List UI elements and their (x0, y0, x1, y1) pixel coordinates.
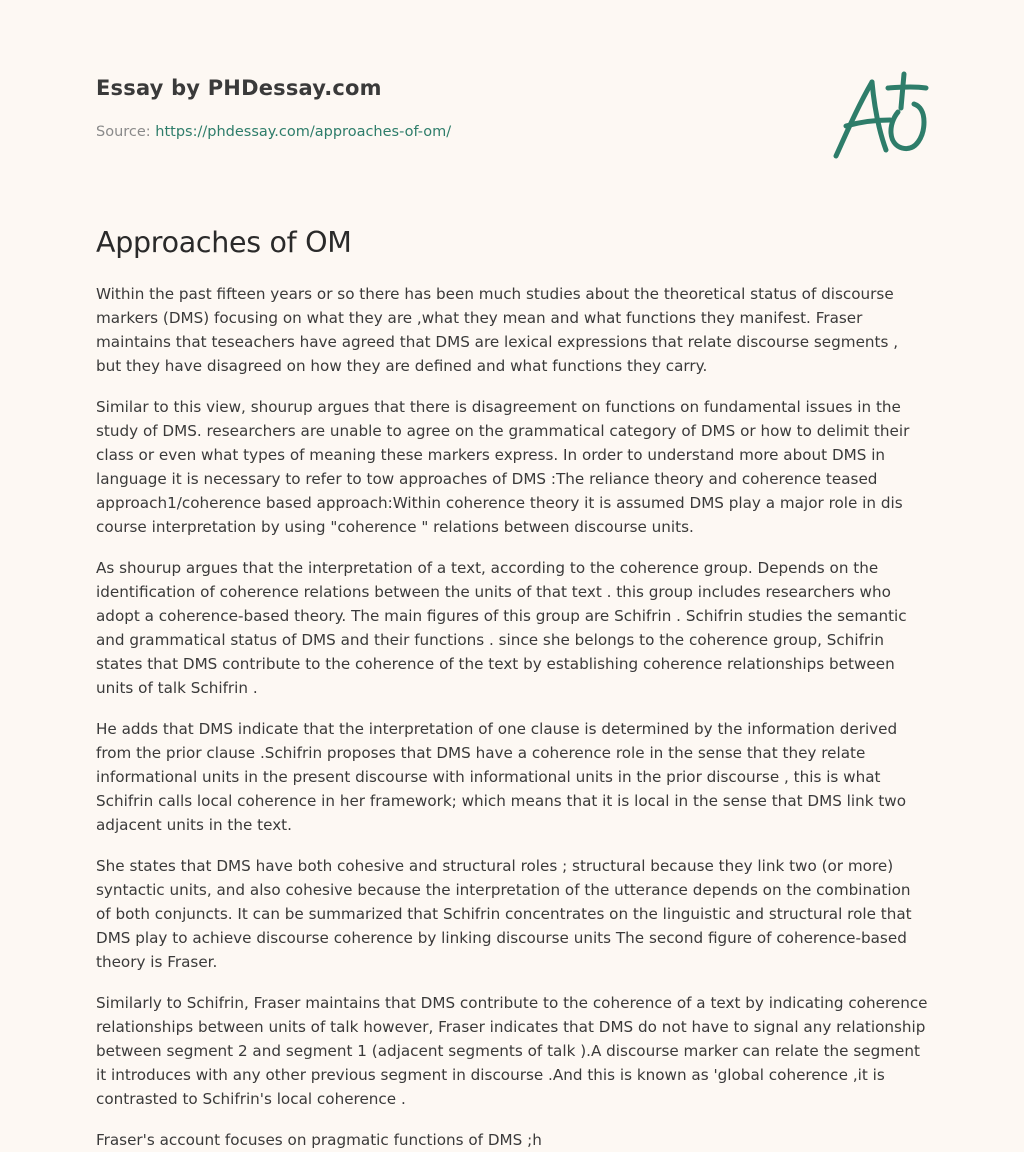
source-line (96, 124, 451, 140)
essay-body (96, 282, 928, 1152)
paragraph: Similar to this view, shourup argues that there is disagreement on functions on fundamental issues in the study of DMS. researchers are unable to agree on the grammatical category of DMS or how to delimit their class or even what types of meaning these markers express. In order to understand more about DMS in language it is necessary to refer to tow approaches of DMS :The reliance theory and coherence teased approach1/coherence based approach:Within coherence theory it is assumed DMS play a major role in dis course interpretation by using "coherence " relations between discourse units. (96, 398, 910, 536)
paragraph: He adds that DMS indicate that the interpretation of one clause is determined by the information derived from the prior clause .Schifrin proposes that DMS have a coherence role in the sense that they relate informational units in the present discourse with informational units in the prior discourse , this is what Schifrin calls local coherence in her framework; which means that it is local in the sense that DMS link two adjacent units in the text. (96, 720, 907, 834)
a-plus-logo-icon (828, 66, 932, 166)
page-header (96, 0, 928, 200)
paragraph: Within the past fifteen years or so there has been much studies about the theoretical status of discourse markers (DMS) focusing on what they are ,what they mean and what functions they manifest. Fraser maintains that teseachers have agreed that DMS are lexical expressions that relate discourse segments , but they have disagreed on how they are defined and what functions they carry. (96, 285, 899, 375)
paragraph: As shourup argues that the interpretation of a text, according to the coherence group. Depends on the identification of coherence relations between the units of that text . this group includes researchers who adopt a coherence-based theory. The main figures of this group are Schifrin . Schifrin studies the semantic and grammatical status of DMS and their functions . since she belongs to the coherence group, Schifrin states that DMS contribute to the coherence of the text by establishing coherence relationships between units of talk Schifrin . (96, 559, 907, 697)
paragraph: Fraser's account focuses on pragmatic functions of DMS ;h (96, 1131, 542, 1149)
essay-title: Approaches of OM (96, 226, 352, 259)
paragraph: She states that DMS have both cohesive and structural roles ; structural because they link two (or more) syntactic units, and also cohesive because the interpretation of the utterance depends on the combination of both conjuncts. It can be summarized that Schifrin concentrates on the linguistic and structural role that DMS play to achieve discourse coherence by linking discourse units The second figure of coherence-based theory is Fraser. (96, 857, 912, 971)
source-label: Source: (96, 124, 151, 140)
paragraph: Similarly to Schifrin, Fraser maintains that DMS contribute to the coherence of a text by indicating coherence relationships between units of talk however, Fraser indicates that DMS do not have to signal any relationship between segment 2 and segment 1 (adjacent segments of talk ).A discourse marker can relate the segment it introduces with any other previous segment in discourse .And this is known as 'global coherence ,it is contrasted to Schifrin's local coherence . (96, 994, 928, 1108)
source-link[interactable]: https://phdessay.com/approaches-of-om/ (155, 124, 452, 140)
site-title: Essay by PHDessay.com (96, 76, 382, 100)
